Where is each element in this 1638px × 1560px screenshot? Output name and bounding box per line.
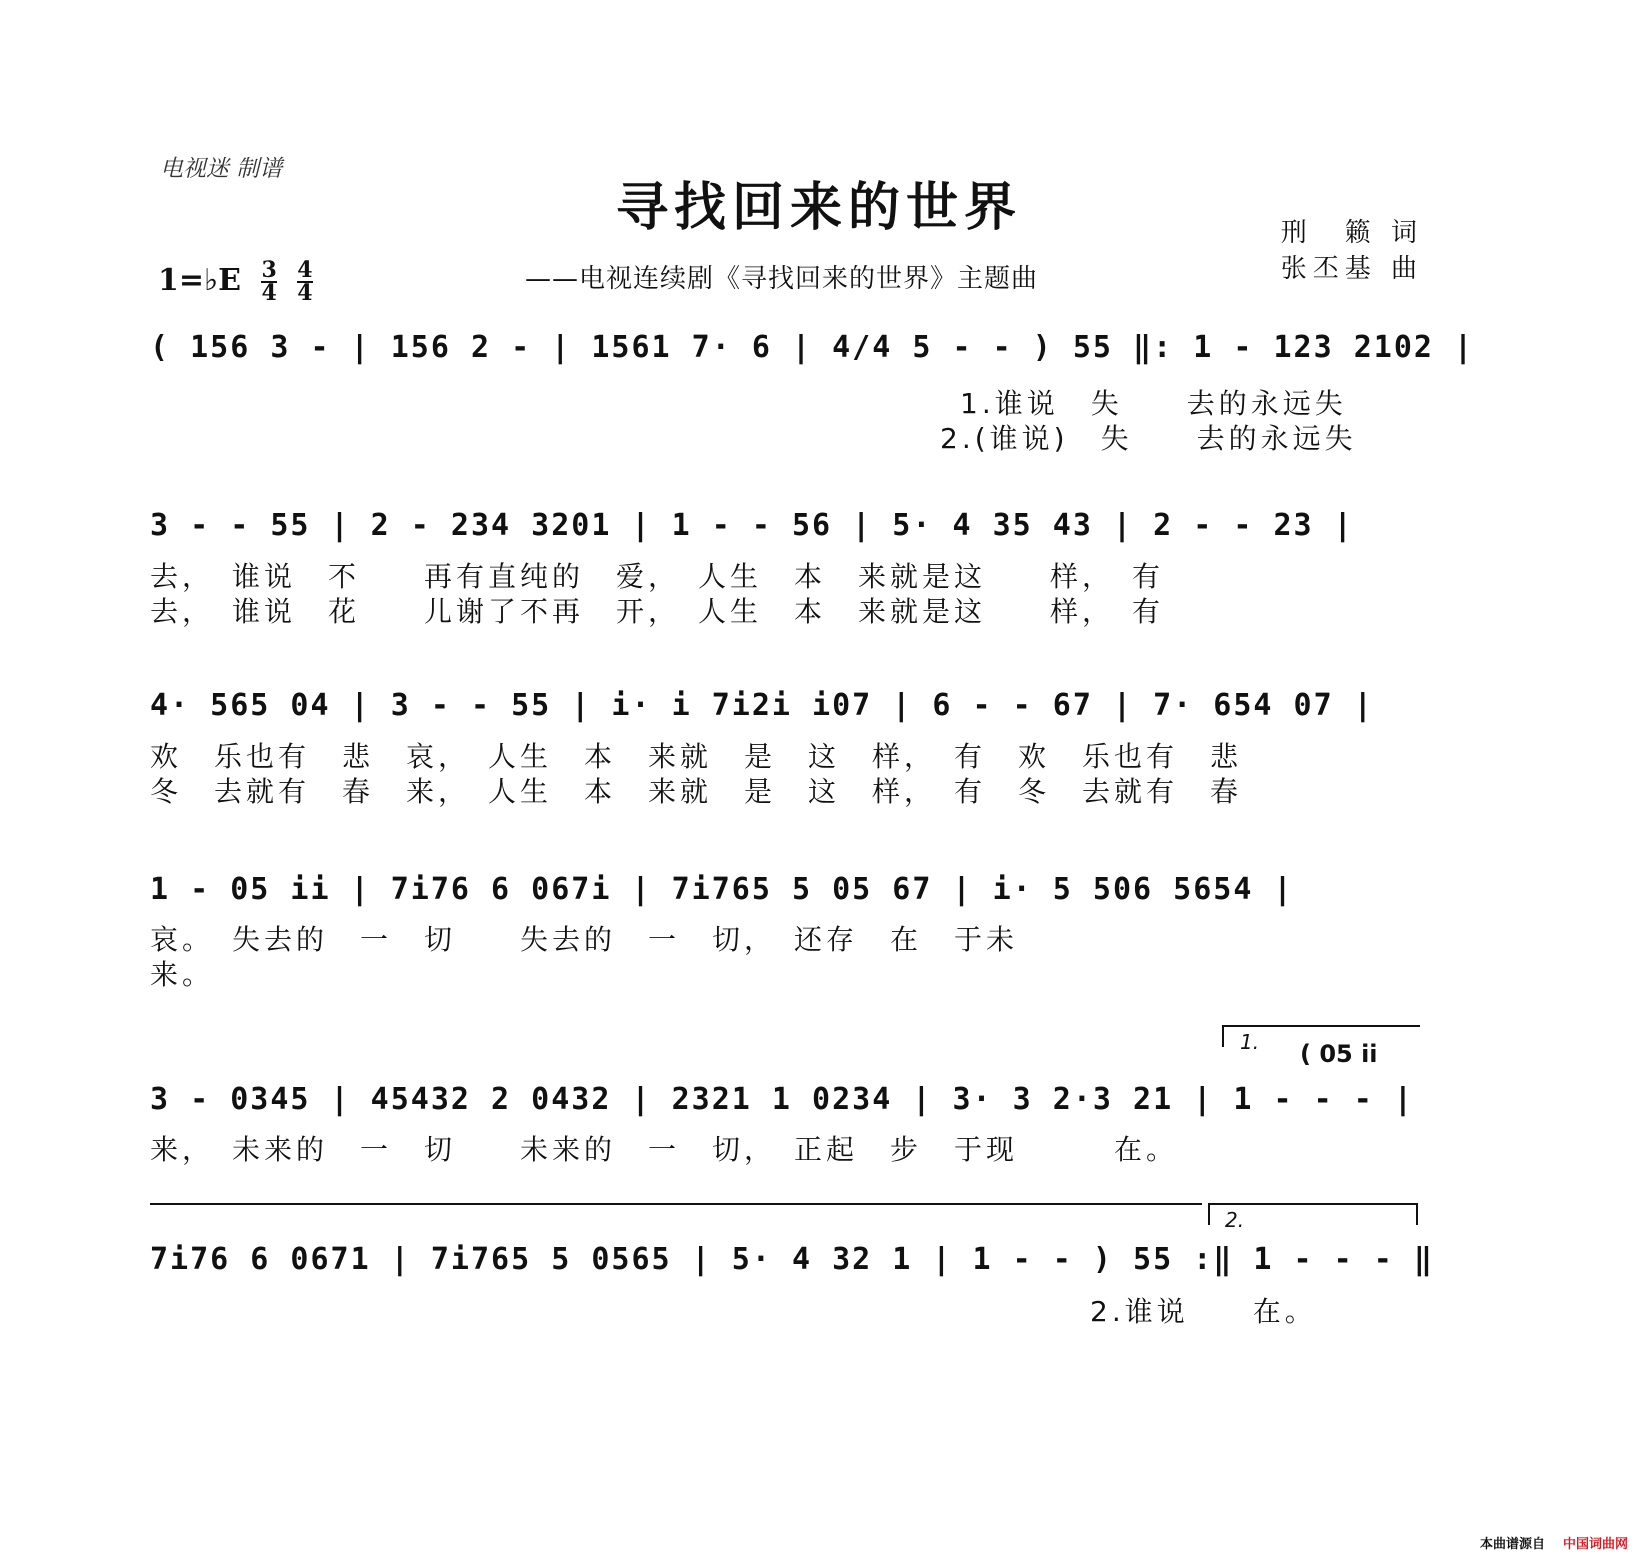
lyricist-credit: 刑 籁 词 xyxy=(1280,218,1423,248)
lyric-line-1-verse-2: 2.(谁说) 失 去的永远失 xyxy=(940,422,1357,455)
lyric-line-3-verse-1: 欢 乐也有 悲 哀， 人生 本 来就 是 这 样， 有 欢 乐也有 悲 xyxy=(150,740,1243,773)
time-signature-3-4: $\frac{3}{4}$ xyxy=(261,257,277,306)
key-signature xyxy=(158,257,313,306)
lyric-line-4-verse-2: 来。 xyxy=(150,958,215,991)
second-ending-label: 2. xyxy=(1225,1208,1245,1232)
notation-line-2: 3 - - 55 | 2 - 234 3201 | 1 - - 56 | 5· 4 35 43 | 2 - - 23 | xyxy=(150,508,1354,543)
score-maker: 电视迷 制谱 xyxy=(160,156,283,182)
lyric-line-2-verse-1: 去， 谁说 不 再有直纯的 爱， 人生 本 来就是这 样， 有 xyxy=(150,560,1165,593)
notation-line-5: 3 - 0345 | 45432 2 0432 | 2321 1 0234 | 3· 3 2·3 21 | 1 - - - | xyxy=(150,1082,1414,1117)
lyric-line-3-verse-2: 冬 去就有 春 来， 人生 本 来就 是 这 样， 有 冬 去就有 春 xyxy=(150,775,1243,808)
first-ending-notes: ( 05 ii xyxy=(1300,1040,1378,1068)
lyric-line-2-verse-2: 去， 谁说 花 儿谢了不再 开， 人生 本 来就是这 样， 有 xyxy=(150,595,1165,628)
notation-line-3: 4· 565 04 | 3 - - 55 | i· i 7i2i i07 | 6 - - 67 | 7· 654 07 | xyxy=(150,688,1374,723)
lyric-line-1-verse-1: 1.谁说 失 去的永远失 xyxy=(960,387,1347,420)
lyric-line-5-verse-1: 来， 未来的 一 切 未来的 一 切， 正起 步 于现 在。 xyxy=(150,1133,1179,1166)
time-signature-4-4: $\frac{4}{4}$ xyxy=(297,257,313,306)
source-footer xyxy=(1480,1533,1628,1552)
source-brand-link[interactable]: 中国词曲网 xyxy=(1562,1537,1628,1552)
notation-line-6: 7i76 6 0671 | 7i765 5 0565 | 5· 4 32 1 | 1 - - ) 55 :‖ 1 - - - ‖ xyxy=(150,1242,1434,1277)
lyric-line-6-verse-2: 2.谁说 在。 xyxy=(1090,1295,1317,1328)
key-label: 1=♭E xyxy=(158,263,242,298)
first-ending-label: 1. xyxy=(1240,1030,1260,1054)
composer-credit: 张丕基 曲 xyxy=(1280,254,1423,284)
song-subtitle: ——电视连续剧《寻找回来的世界》主题曲 xyxy=(525,264,1039,294)
notation-line-4: 1 - 05 ii | 7i76 6 067i | 7i765 5 05 67 | i· 5 506 5654 | xyxy=(150,872,1294,907)
notation-line-1: ( 156 3 - | 156 2 - | 1561 7· 6 | 4/4 5 - - ) 55 ‖: 1 - 123 2102 | xyxy=(150,330,1475,365)
lyric-line-4-verse-1: 哀。 失去的 一 切 失去的 一 切， 还存 在 于未 xyxy=(150,923,1019,956)
song-title: 寻找回来的世界 xyxy=(615,177,1022,238)
source-label: 本曲谱源自 xyxy=(1479,1537,1545,1552)
repeat-span-bracket xyxy=(150,1203,1202,1205)
